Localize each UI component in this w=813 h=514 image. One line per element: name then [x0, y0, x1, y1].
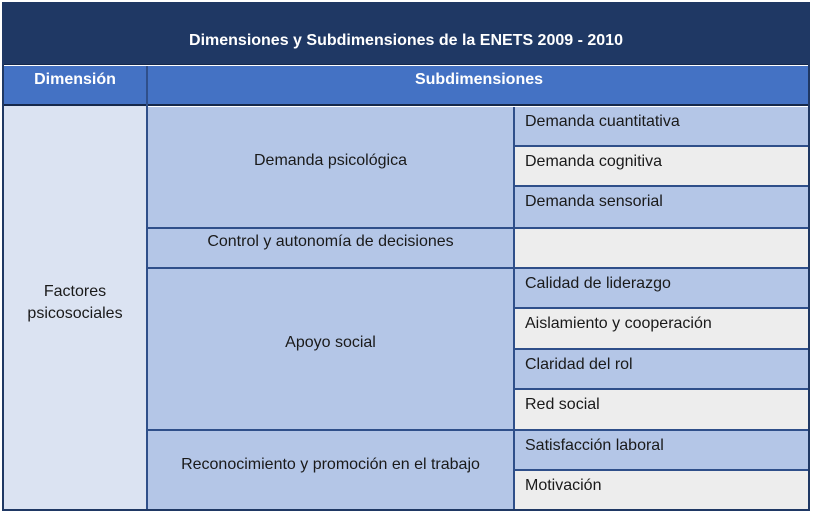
group-label: Reconocimiento y promoción en el trabajo [181, 456, 480, 473]
column-divider [513, 107, 515, 511]
row-divider [515, 348, 810, 350]
subdimension-cell: Calidad de liderazgo [515, 269, 810, 307]
dimension-cell [4, 106, 146, 511]
row-divider [515, 145, 810, 147]
subdimension-cell: Claridad del rol [515, 350, 810, 388]
subdimension-cell: Demanda sensorial [515, 187, 810, 227]
dimension-label: Factores psicosociales [27, 282, 123, 322]
subdimension-cell: Demanda cuantitativa [515, 107, 810, 145]
group-label-cell [148, 269, 513, 429]
subdimension-cell: Satisfacción laboral [515, 431, 810, 469]
row-divider [515, 307, 810, 309]
row-divider [515, 185, 810, 187]
header-dimension: Dimensión [4, 66, 146, 106]
row-divider [515, 388, 810, 390]
header-subdimensions: Subdimensiones [148, 66, 810, 106]
subdimension-cell: Red social [515, 390, 810, 429]
group-label: Demanda psicológica [254, 152, 407, 169]
group-label-cell [148, 431, 513, 511]
group-label: Control y autonomía de decisiones [207, 233, 454, 250]
group-label-cell [148, 229, 513, 267]
subdimension-cell [515, 229, 810, 267]
row-divider [148, 227, 810, 229]
subdimension-cell: Demanda cognitiva [515, 147, 810, 185]
column-divider [146, 66, 148, 511]
group-label-cell [148, 107, 513, 227]
group-label: Apoyo social [285, 334, 376, 351]
table-title: Dimensiones y Subdimensiones de la ENETS 2009 - 2010 [2, 2, 810, 65]
subdimension-cell: Aislamiento y cooperación [515, 309, 810, 348]
row-divider [515, 469, 810, 471]
row-divider [148, 429, 810, 431]
subdimension-cell: Motivación [515, 471, 810, 511]
row-divider [148, 267, 810, 269]
